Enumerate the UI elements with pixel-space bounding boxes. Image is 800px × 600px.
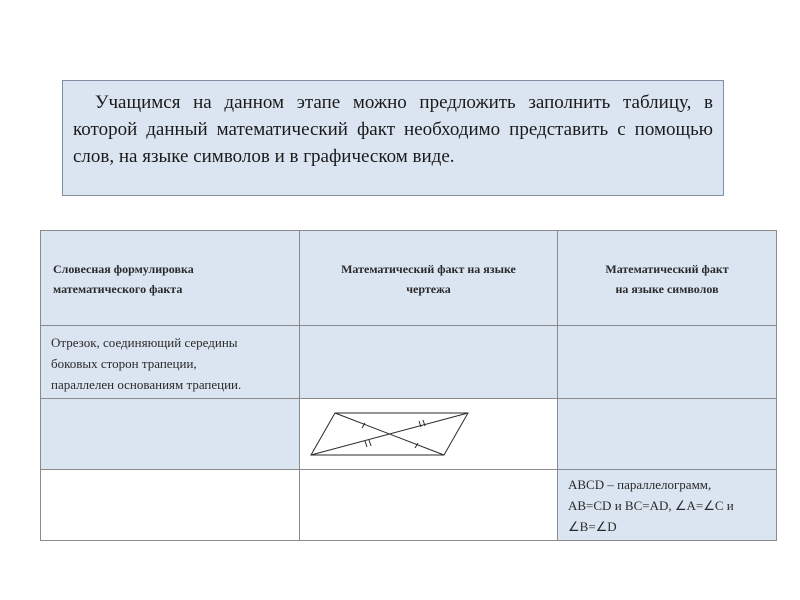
cell-line: Отрезок, соединяющий середины: [51, 335, 238, 350]
cell-line: ABCD – параллелограмм,: [568, 477, 712, 492]
table-row: [41, 326, 777, 399]
header-symbol-language: [558, 231, 777, 326]
cell-drawing-empty: [300, 470, 558, 541]
header-line: на языке символов: [615, 282, 719, 296]
intro-text-box: [62, 80, 724, 196]
header-line: Математический факт: [605, 262, 729, 276]
table-header-row: [41, 231, 777, 326]
parallelogram-with-diagonals-figure: [310, 411, 480, 459]
header-line: чертежа: [406, 282, 451, 296]
cell-symbols-empty: [558, 399, 777, 470]
cell-line: параллелен основаниям трапеции.: [51, 377, 242, 392]
cell-verbal-empty: [41, 470, 300, 541]
table-row: [41, 399, 777, 470]
cell-symbols: [558, 470, 777, 541]
header-line: Словесная формулировка: [53, 262, 194, 276]
cell-drawing: [300, 399, 558, 470]
cell-symbols-empty: [558, 326, 777, 399]
cell-line: боковых сторон трапеции,: [51, 356, 197, 371]
cell-line: AB=CD и BC=AD, ∠A=∠C и: [568, 498, 734, 513]
cell-drawing-empty: [300, 326, 558, 399]
cell-verbal-empty: [41, 399, 300, 470]
header-drawing-language: [300, 231, 558, 326]
cell-verbal: [41, 326, 300, 399]
intro-paragraph: Учащимся на данном этапе можно предложить заполнить таблицу, в которой данный математический факт необходимо представить с помощью слов, на языке символов и в графическом виде.: [73, 92, 713, 167]
cell-line: ∠B=∠D: [568, 519, 617, 534]
table-row: [41, 470, 777, 541]
header-line: Математический факт на языке: [341, 262, 516, 276]
header-verbal-formulation: [41, 231, 300, 326]
math-fact-table: [40, 230, 777, 541]
header-line: математического факта: [53, 282, 183, 296]
